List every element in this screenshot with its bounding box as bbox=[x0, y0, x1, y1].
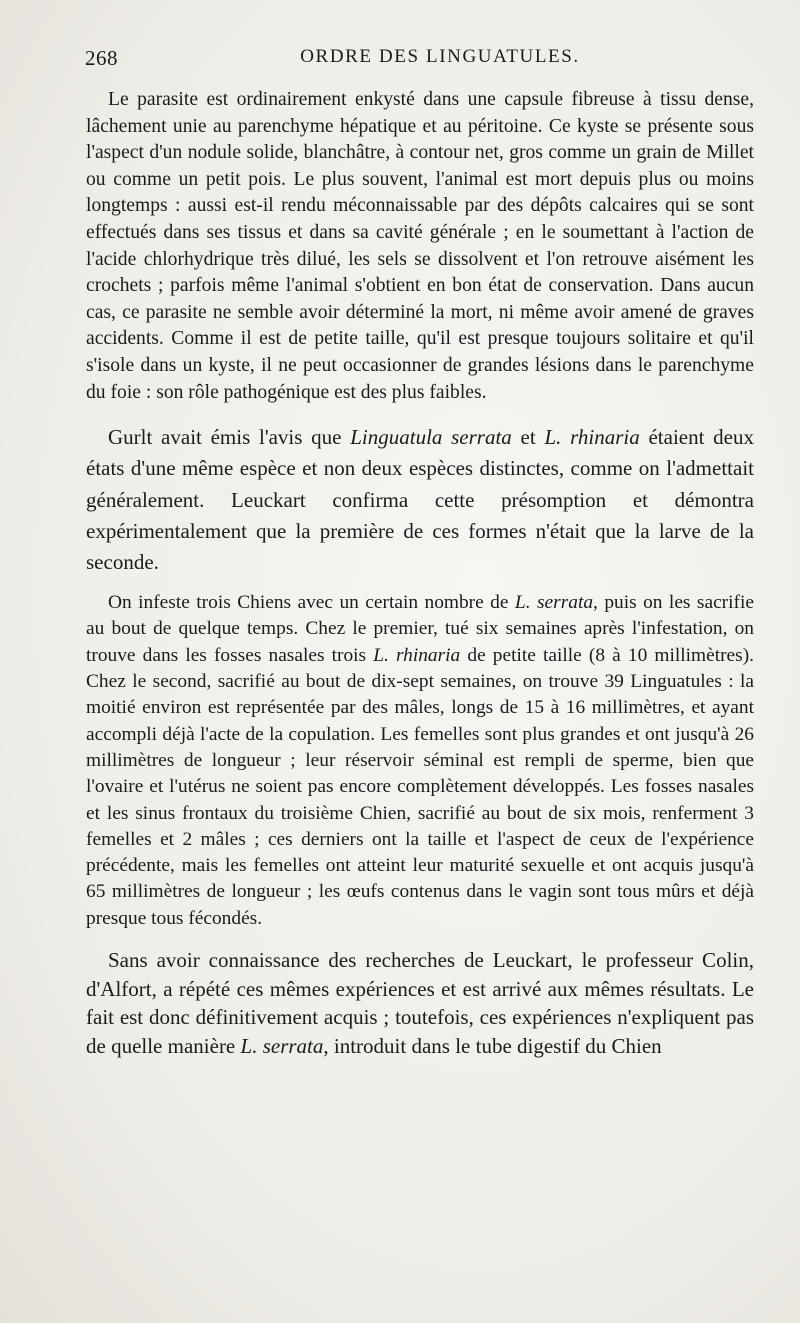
text-segment: On infeste trois Chiens avec un certain nombre de bbox=[108, 592, 515, 614]
running-title: ORDRE DES LINGUATULES. bbox=[300, 46, 580, 67]
paragraph bbox=[86, 87, 754, 406]
species-name: Linguatula serrata bbox=[350, 425, 512, 450]
text-segment: Sans avoir connaissance des recherches de Leuckart, le professeur Colin, d'Alfort, a répété ces mêmes expériences et est arrivé aux mêmes résultats. Le fait est donc définitivement acquis ; toutefois, ces expériences n'expliquent pas de quelle manière bbox=[86, 948, 754, 1058]
text-segment: Le parasite est ordinairement enkysté dans une capsule fibreuse à tissu dense, lâchement unie au parenchyme hépatique et au péritoine. Ce kyste se présente sous l'aspect d'un nodule solide, blanchâtre, à contour net, gros comme un grain de Millet ou comme un petit pois. Le plus souvent, l'animal est mort depuis plus ou moins longtemps : aussi est-il rendu méconnaissable par des dépôts calcaires qui se sont effectués dans ses tissus et dans sa cavité générale ; en le soumettant à l'action de l'acide chlorhydrique très dilué, les sels se dissolvent et l'on retrouve aisément les crochets ; parfois même l'animal s'obtient en bon état de conservation. Dans aucun cas, ce parasite ne semble avoir déterminé la mort, ni même avoir amené de graves accidents. Comme il est de petite taille, qu'il est presque toujours solitaire et qu'il s'isole dans un kyste, il ne peut occasionner de grandes lésions dans le parenchyme du foie : son rôle pathogénique est des plus faibles. bbox=[86, 89, 754, 403]
paragraph bbox=[86, 590, 754, 932]
species-name: L. serrata bbox=[240, 1033, 324, 1058]
text-segment: , introduit dans le tube digestif du Chien bbox=[323, 1033, 662, 1058]
text-segment: de petite taille (8 à 10 millimètres). Chez le second, sacrifié au bout de dix-sept semaines, on trouve 39 Linguatules : la moitié environ est représentée par des mâles, longs de 15 à 16 millimètres, et ayant accompli déjà l'acte de la copulation. Les femelles sont plus grandes et ont jusqu'à 26 millimètres de longueur ; leur réservoir séminal est rempli de sperme, bien que l'ovaire et l'utérus ne soient pas encore complètement développés. Les fosses nasales et les sinus frontaux du troisième Chien, sacrifié au bout de six mois, renferment 3 femelles et 2 mâles ; ces derniers ont la taille et l'aspect de ceux de l'expérience précédente, mais les femelles ont atteint leur maturité sexuelle et ont acquis jusqu'à 65 millimètres de longueur ; les œufs contenus dans le vagin sont tous mûrs et déjà presque tous fécondés. bbox=[86, 644, 755, 929]
paragraph bbox=[86, 946, 754, 1060]
page-number: 268 bbox=[85, 46, 118, 70]
page-header bbox=[85, 46, 755, 76]
species-name: L. rhinaria bbox=[373, 644, 461, 666]
species-name: L. rhinaria bbox=[544, 425, 640, 450]
text-segment: , puis on les sacrifie au bout de quelque temps. Chez le premier, tué six semaines après l'infestation, on trouve dans les fosses nasales trois bbox=[86, 592, 754, 666]
text-segment: et bbox=[511, 425, 545, 450]
text-segment: Gurlt avait émis l'avis que bbox=[108, 425, 351, 450]
body-text bbox=[86, 87, 754, 1060]
species-name: L. serrata bbox=[514, 592, 594, 614]
text-segment: étaient deux états d'une même espèce et non deux espèces distinctes, comme on l'admettait généralement. Leuckart confirma cette présomption et démontra expérimentalement que la première de ces formes n'était que la larve de la seconde. bbox=[86, 425, 754, 574]
paragraph bbox=[86, 422, 754, 578]
